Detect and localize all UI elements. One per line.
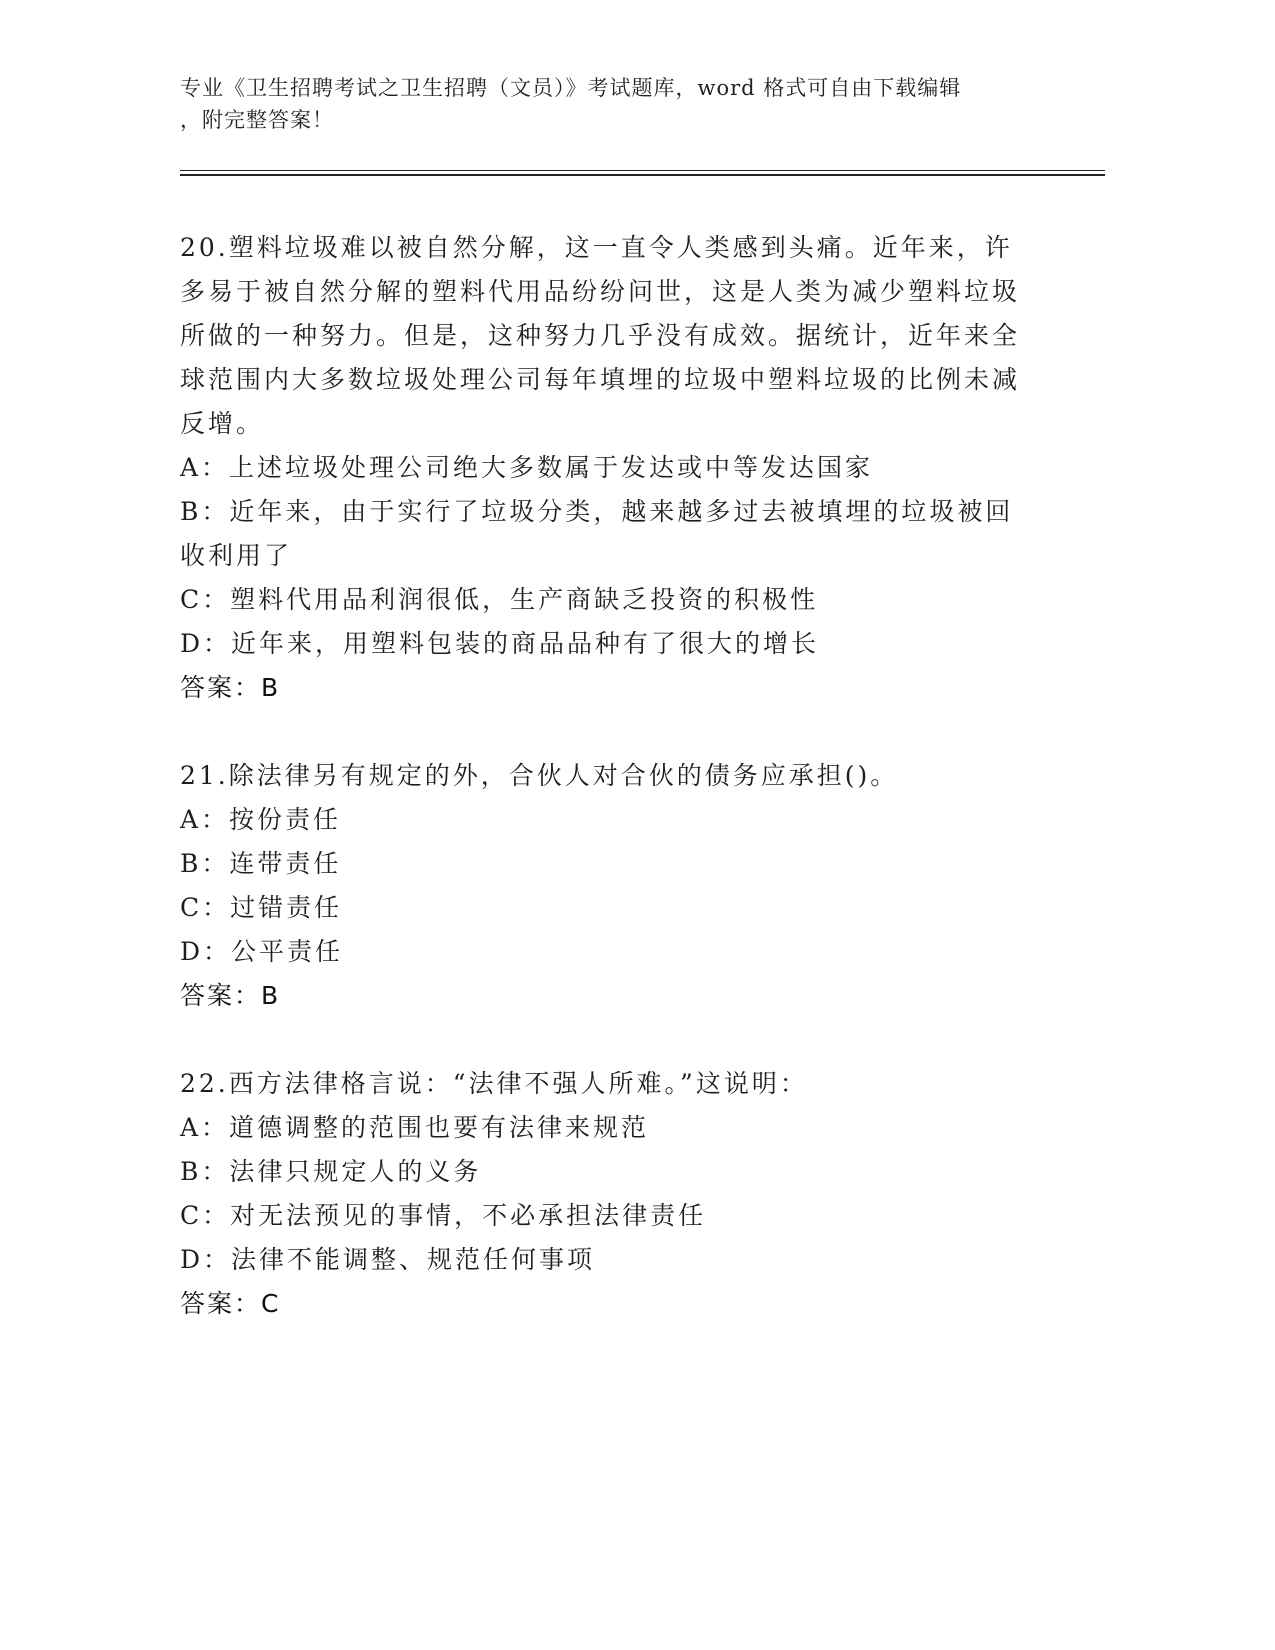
option-c: C：塑料代用品利润很低，生产商缺乏投资的积极性 bbox=[180, 585, 819, 614]
answer-line: 答案：C bbox=[180, 1289, 281, 1318]
option-b: B：连带责任 bbox=[180, 849, 342, 878]
option-d: D：近年来，用塑料包装的商品品种有了很大的增长 bbox=[180, 629, 820, 658]
header-divider-thick bbox=[180, 174, 1105, 176]
option-a: A：按份责任 bbox=[180, 805, 342, 834]
option-d: D：公平责任 bbox=[180, 937, 344, 966]
option-c: C：过错责任 bbox=[180, 893, 343, 922]
question-item bbox=[180, 226, 1040, 710]
question-item bbox=[180, 1062, 1040, 1326]
question-stem: 22.西方法律格言说：“法律不强人所难。”这说明： bbox=[180, 1069, 808, 1098]
header-line-1: 专业《卫生招聘考试之卫生招聘（文员）》考试题库，word 格式可自由下载编辑 bbox=[180, 76, 962, 100]
header-divider-thin bbox=[180, 170, 1105, 171]
option-a: A：道德调整的范围也要有法律来规范 bbox=[180, 1113, 650, 1142]
option-b: B：近年来，由于实行了垃圾分类，越来越多过去被填埋的垃圾被回收利用了 bbox=[180, 497, 1014, 570]
option-c: C：对无法预见的事情，不必承担法律责任 bbox=[180, 1201, 707, 1230]
option-b: B：法律只规定人的义务 bbox=[180, 1157, 482, 1186]
answer-line: 答案：B bbox=[180, 981, 281, 1010]
option-a: A：上述垃圾处理公司绝大多数属于发达或中等发达国家 bbox=[180, 453, 874, 482]
question-stem: 20.塑料垃圾难以被自然分解，这一直令人类感到头痛。近年来，许多易于被自然分解的塑料代用品纷纷问世，这是人类为减少塑料垃圾所做的一种努力。但是，这种努力几乎没有成效。据统计，近年来全球范围内大多数垃圾处理公司每年填埋的垃圾中塑料垃圾的比例未减反增。 bbox=[180, 233, 1021, 438]
answer-line: 答案：B bbox=[180, 673, 281, 702]
question-item bbox=[180, 754, 1040, 1018]
document-header bbox=[180, 72, 1050, 136]
header-line-2: ，附完整答案！ bbox=[180, 108, 334, 132]
question-stem: 21.除法律另有规定的外，合伙人对合伙的债务应承担()。 bbox=[180, 761, 899, 790]
option-d: D：法律不能调整、规范任何事项 bbox=[180, 1245, 596, 1274]
question-list bbox=[180, 226, 1040, 1370]
